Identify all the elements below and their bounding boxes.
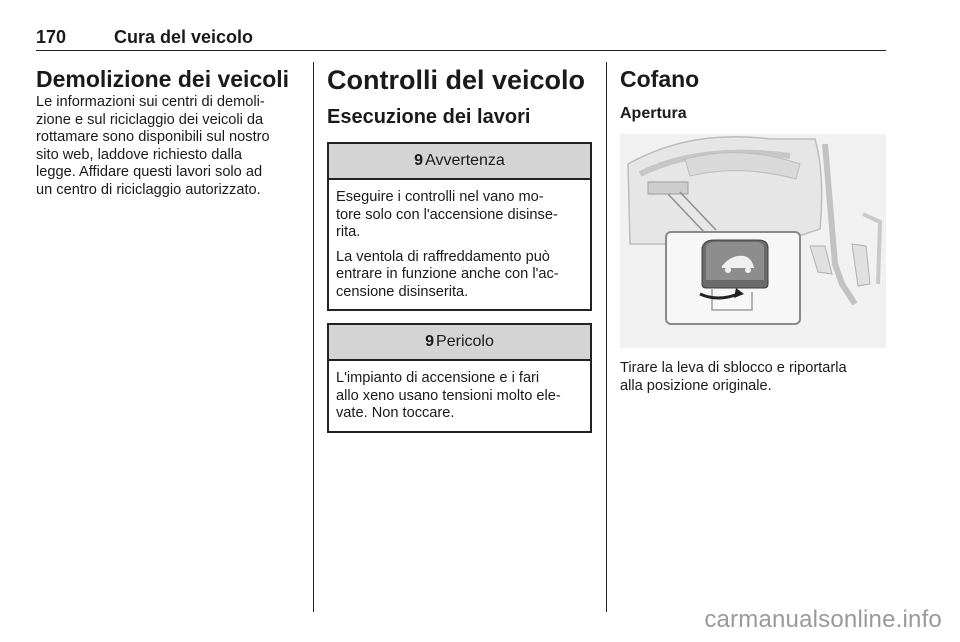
danger-header: [329, 325, 590, 361]
column-hood: [620, 64, 886, 395]
warning-icon: 9: [414, 152, 424, 169]
hood-caption: Tirare la leva di sblocco e riportarla alla posizione originale.: [620, 360, 847, 394]
disposal-paragraph: Le informazioni sui centri di demoli- zione e sul riciclaggio dei veicoli da rottamare sono disponibili sul nostro sito web, laddove richiesto dalla legge. Affidare questi lavori solo ad un centro di riciclaggio autorizzato.: [36, 94, 270, 198]
watermark: carmanualsonline.info: [704, 606, 942, 633]
heading-hood: Cofano: [620, 66, 700, 92]
column-divider: [606, 62, 607, 612]
danger-text: L'impianto di accensione e i fari allo xeno usano tensioni molto ele- vate. Non toccare.: [336, 370, 561, 421]
page-header: [36, 26, 886, 51]
heading-vehicle-checks: Controlli del veicolo: [327, 65, 586, 95]
warning-header: [329, 144, 590, 180]
warning-text-fan: La ventola di raffreddamento può entrare in funzione anche con l'ac- censione disinserita.: [336, 248, 559, 300]
section-title: Cura del veicolo: [114, 27, 254, 47]
column-vehicle-disposal: [36, 64, 298, 199]
danger-icon: 9: [425, 333, 435, 350]
heading-demolition: Demolizione dei veicoli: [36, 66, 290, 92]
warning-text: Eseguire i controlli nel vano mo- tore solo con l'accensione disinse- rita.: [336, 189, 558, 240]
column-vehicle-checks: [327, 64, 592, 433]
danger-label: Pericolo: [436, 333, 494, 350]
subheading-opening: Apertura: [620, 105, 687, 122]
hood-release-illustration: [620, 134, 886, 348]
warning-box: [327, 142, 592, 311]
column-divider: [313, 62, 314, 612]
page-number: 170: [36, 27, 67, 47]
danger-box: [327, 323, 592, 433]
subheading-work: Esecuzione dei lavori: [327, 106, 531, 128]
warning-label: Avvertenza: [425, 152, 505, 169]
